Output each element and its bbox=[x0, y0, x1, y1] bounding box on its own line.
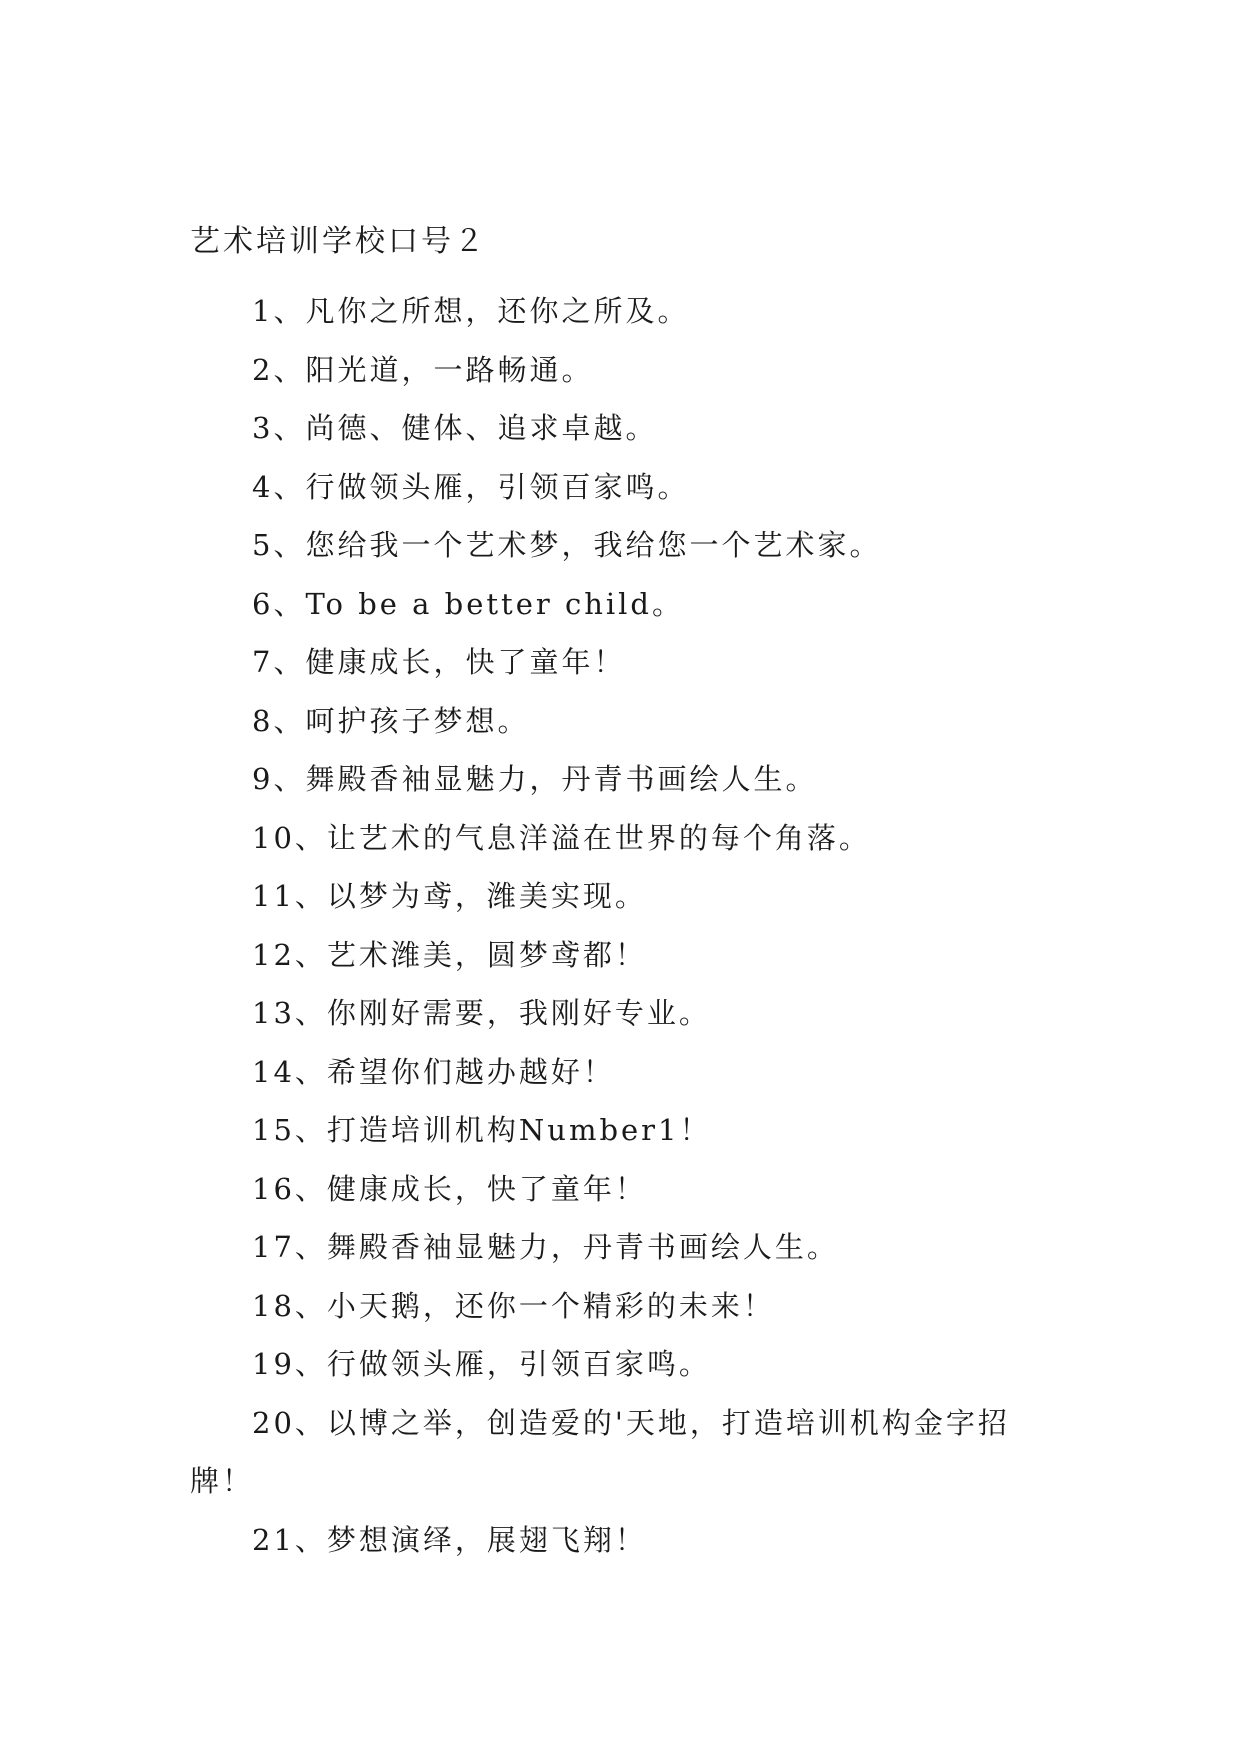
slogan-item-3: 3、尚德、健体、追求卓越。 bbox=[252, 411, 658, 445]
slogan-item-2: 2、阳光道，一路畅通。 bbox=[252, 352, 594, 387]
document-title: 艺术培训学校口号２ bbox=[190, 224, 487, 259]
slogan-item-10: 10、让艺术的气息洋溢在世界的每个角落。 bbox=[252, 820, 871, 855]
slogan-item-18: 18、小天鹅，还你一个精彩的未来！ bbox=[252, 1288, 775, 1323]
slogan-item-11: 11、以梦为鸢，潍美实现。 bbox=[252, 879, 647, 913]
slogan-item-20: 20、以博之举，创造爱的'天地，打造培训机构金字招牌！ bbox=[190, 1405, 1010, 1498]
slogan-list bbox=[190, 282, 1060, 1569]
slogan-item-5: 5、您给我一个艺术梦，我给您一个艺术家。 bbox=[252, 528, 882, 562]
slogan-item-17: 17、舞殿香袖显魅力，丹青书画绘人生。 bbox=[252, 1230, 839, 1264]
slogan-item-12: 12、艺术潍美，圆梦鸢都！ bbox=[252, 937, 647, 972]
slogan-item-14: 14、希望你们越办越好！ bbox=[252, 1054, 615, 1089]
slogan-item-8: 8、呵护孩子梦想。 bbox=[252, 703, 530, 738]
slogan-item-15: 15、打造培训机构Number1！ bbox=[252, 1113, 712, 1147]
slogan-item-9: 9、舞殿香袖显魅力，丹青书画绘人生。 bbox=[252, 762, 818, 796]
slogan-item-16: 16、健康成长，快了童年！ bbox=[252, 1171, 647, 1206]
slogan-item-7: 7、健康成长，快了童年！ bbox=[252, 645, 626, 679]
slogan-item-1: 1、凡你之所想，还你之所及。 bbox=[252, 294, 690, 328]
slogan-item-6: 6、To be a better child。 bbox=[252, 586, 684, 621]
slogan-item-13: 13、你刚好需要，我刚好专业。 bbox=[252, 996, 711, 1030]
slogan-item-4: 4、行做领头雁，引领百家鸣。 bbox=[252, 469, 690, 504]
slogan-item-19: 19、行做领头雁，引领百家鸣。 bbox=[252, 1347, 711, 1381]
slogan-item-21: 21、梦想演绎，展翅飞翔！ bbox=[252, 1522, 647, 1557]
